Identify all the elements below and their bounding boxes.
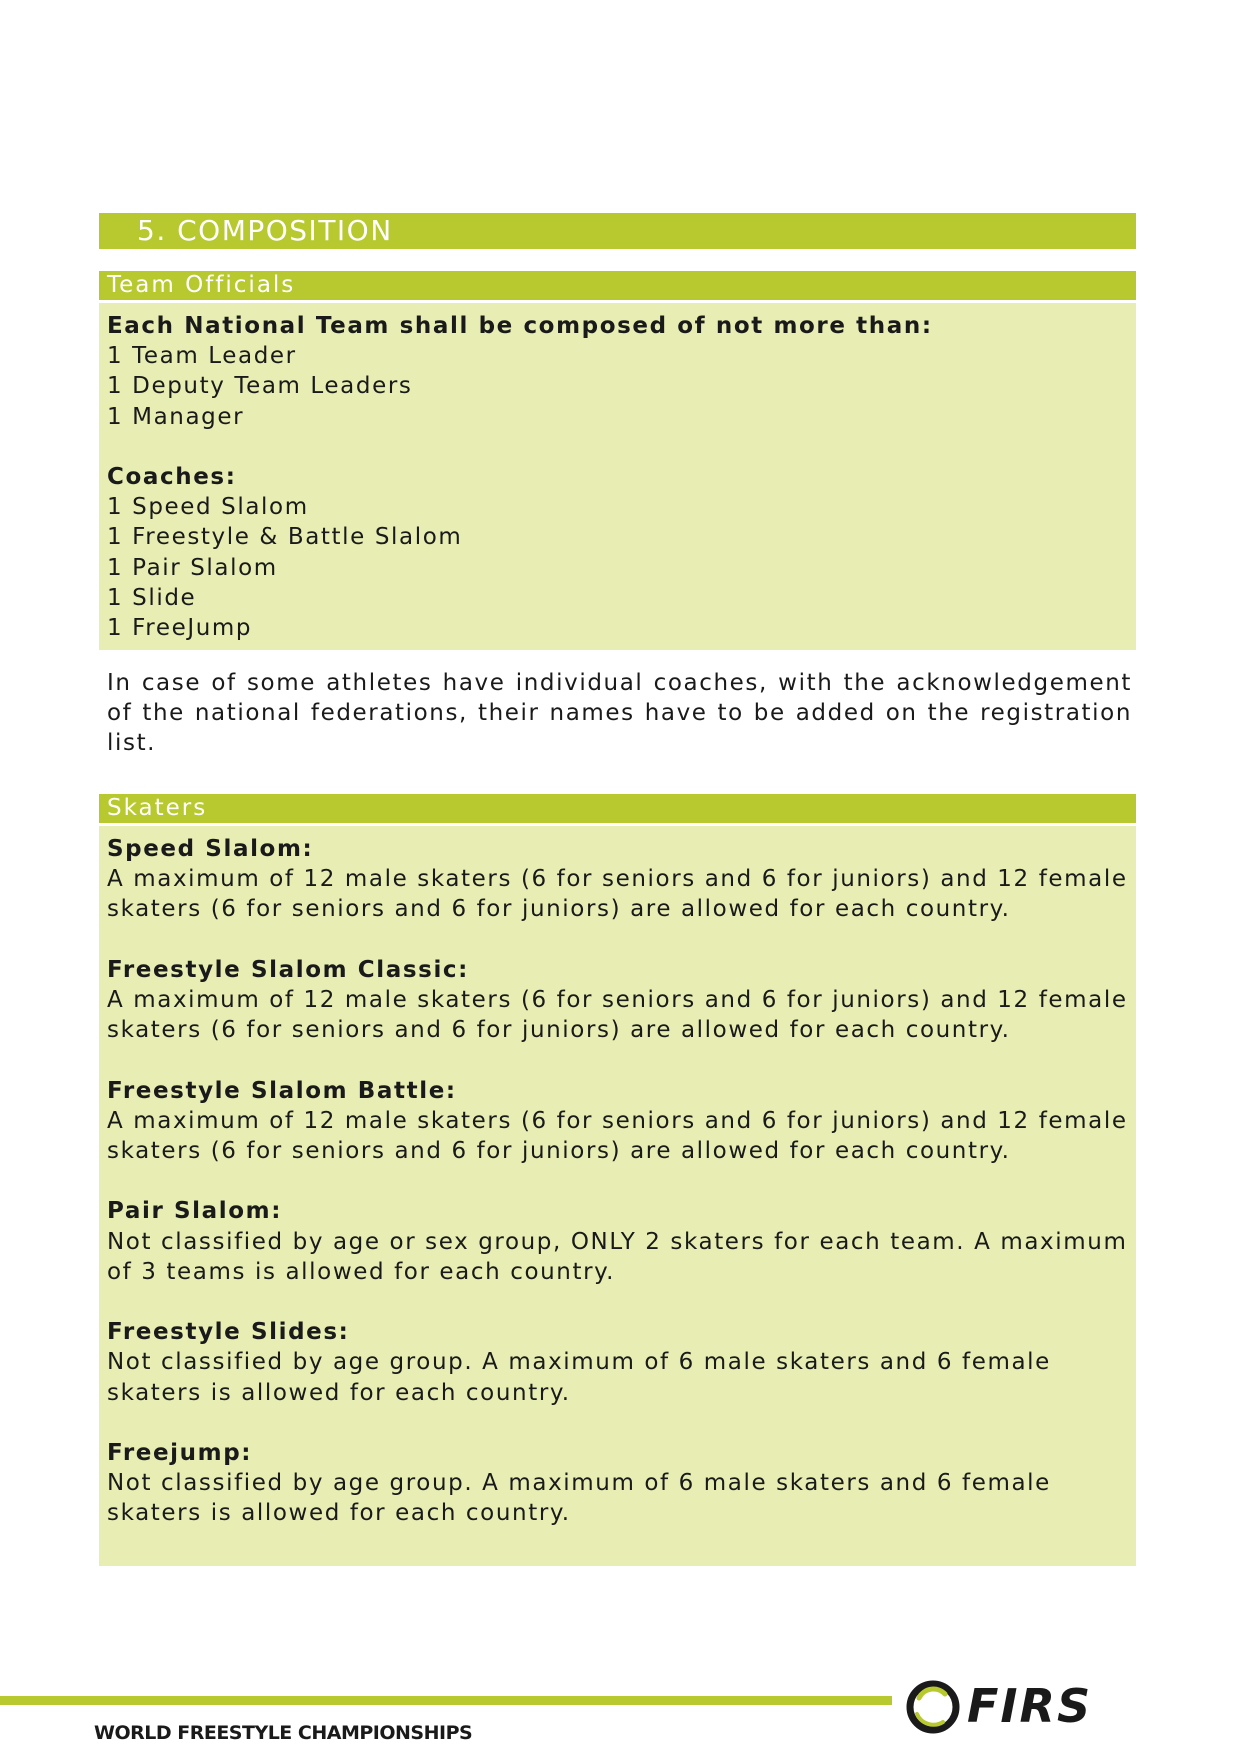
discipline-text: Not classified by age or sex group, ONLY 2 skaters for each team. A maximum — [107, 1228, 1128, 1255]
coaches-heading: Coaches: — [107, 464, 237, 490]
discipline-title: Freestyle Slides: — [107, 1319, 350, 1346]
team-officials-header: Team Officials — [99, 271, 1136, 300]
skaters-header: Skaters — [99, 794, 1136, 823]
official-item: 1 Deputy Team Leaders — [107, 373, 413, 400]
footer-accent-bar — [0, 1696, 892, 1705]
discipline-text: skaters (6 for seniors and 6 for juniors) are allowed for each country. — [107, 1017, 1011, 1044]
skaters-panel — [99, 826, 1136, 1566]
discipline-block — [107, 1196, 1128, 1287]
discipline-text: skaters is allowed for each country. — [107, 1500, 571, 1527]
discipline-title: Freestyle Slalom Battle: — [107, 1077, 457, 1104]
firs-logo — [905, 1678, 1155, 1736]
discipline-block — [107, 834, 1128, 925]
coach-item: 1 Speed Slalom — [107, 494, 309, 521]
discipline-text: of 3 teams is allowed for each country. — [107, 1258, 615, 1285]
coach-item: 1 FreeJump — [107, 615, 253, 642]
discipline-title: Pair Slalom: — [107, 1198, 283, 1225]
footer-event-name: WORLD FREESTYLE CHAMPIONSHIPS — [94, 1722, 473, 1744]
discipline-block — [107, 955, 1128, 1046]
discipline-text: Not classified by age group. A maximum of 6 male skaters and 6 female — [107, 1470, 1051, 1497]
team-officials-intro: Each National Team shall be composed of not more than: — [107, 313, 933, 339]
official-item: 1 Team Leader — [107, 343, 297, 370]
coach-item: 1 Freestyle & Battle Slalom — [107, 524, 463, 551]
discipline-text: skaters (6 for seniors and 6 for juniors) are allowed for each country. — [107, 1138, 1011, 1164]
coach-item: 1 Pair Slalom — [107, 554, 278, 581]
official-item: 1 Manager — [107, 403, 245, 430]
discipline-text: skaters (6 for seniors and 6 for juniors) are allowed for each country. — [107, 896, 1011, 923]
coach-item: 1 Slide — [107, 584, 197, 611]
discipline-text: A maximum of 12 male skaters (6 for seniors and 6 for juniors) and 12 female — [107, 987, 1128, 1013]
section-title: 5. COMPOSITION — [99, 213, 1136, 249]
discipline-block — [107, 1317, 1128, 1408]
discipline-text: Not classified by age group. A maximum of 6 male skaters and 6 female — [107, 1349, 1051, 1376]
discipline-title: Freestyle Slalom Classic: — [107, 956, 469, 983]
team-officials-panel — [99, 303, 1136, 650]
discipline-block — [107, 1438, 1128, 1529]
discipline-text: A maximum of 12 male skaters (6 for seniors and 6 for juniors) and 12 female — [107, 1107, 1128, 1134]
firs-logo-text: FIRS — [967, 1679, 1093, 1733]
individual-coaches-note: In case of some athletes have individual coaches, with the acknowledgement of the national federations, their names have to be added on the registration list. — [107, 670, 1132, 757]
discipline-block — [107, 1076, 1128, 1167]
discipline-text: skaters is allowed for each country. — [107, 1379, 571, 1406]
discipline-text: A maximum of 12 male skaters (6 for seniors and 6 for juniors) and 12 female — [107, 866, 1128, 893]
discipline-title: Freejump: — [107, 1439, 253, 1466]
firs-wheel-icon — [905, 1678, 965, 1736]
discipline-title: Speed Slalom: — [107, 836, 314, 862]
